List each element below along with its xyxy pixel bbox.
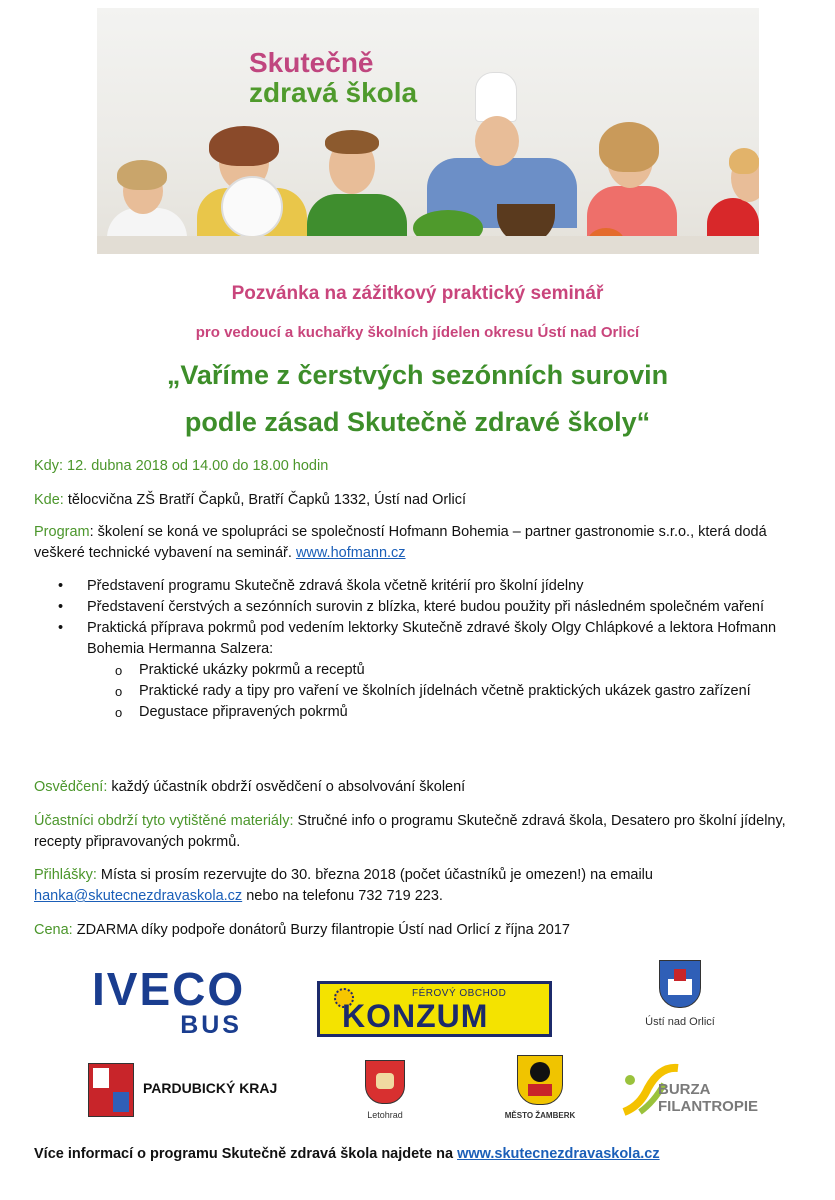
pardubicky-kraj-text: PARDUBICKÝ KRAJ — [143, 1080, 278, 1096]
footer-text: Více informací o programu Skutečně zdravá škola najdete na — [34, 1146, 458, 1162]
konzum-name: KONZUM — [342, 998, 489, 1034]
letohrad-crest-icon — [365, 1060, 405, 1104]
konzum-logo — [317, 981, 552, 1037]
iveco-bus-logo — [92, 963, 246, 1039]
pardubice-crest-icon — [88, 1063, 134, 1117]
konzum-tagline: FÉROVÝ OBCHOD — [412, 988, 507, 999]
hero-logo-line1: Skutečně — [249, 47, 374, 78]
program-item: • Představení čerstvých a sezónních surovin z blízka, které budou použity při následném společném vaření — [34, 597, 809, 618]
program-paragraph — [34, 522, 809, 564]
registration-paragraph — [34, 865, 809, 907]
registration-label: Přihlášky: — [34, 867, 97, 883]
program-sublist — [87, 660, 809, 723]
filantropie-text: FILANTROPIE — [658, 1098, 758, 1115]
when-line: Kdy: 12. dubna 2018 od 14.00 do 18.00 hodin — [34, 458, 329, 474]
where-label: Kde: — [34, 492, 64, 508]
invitation-title: Pozvánka na zážitkový praktický seminář — [231, 283, 604, 304]
materials-paragraph — [34, 811, 809, 853]
where-line — [34, 490, 809, 511]
where-text: tělocvična ZŠ Bratří Čapků, Bratří Čapků 1332, Ústí nad Orlicí — [63, 492, 466, 508]
usti-caption: Ústí nad Orlicí — [645, 1016, 715, 1028]
materials-label: Účastníci obdrží tyto vytištěné materiály: — [34, 813, 294, 829]
pardubicky-kraj-logo — [88, 1063, 288, 1118]
program-subitem: o Degustace připravených pokrmů — [87, 702, 809, 723]
iveco-logo-text: IVECO — [92, 963, 246, 1015]
footer-line — [34, 1144, 809, 1165]
registration-text: Místa si prosím rezervujte do 30. března 2018 (počet účastníků je omezen!) na emailu — [96, 867, 653, 883]
hero-table — [97, 236, 759, 254]
program-item: • Představení programu Skutečně zdravá škola včetně kritérií pro školní jídelny — [34, 576, 809, 597]
program-subitem: o Praktické ukázky pokrmů a receptů — [87, 660, 809, 681]
hofmann-link[interactable]: www.hofmann.cz — [295, 545, 406, 561]
program-item-with-subitems — [34, 618, 809, 723]
program-subitem: o Praktické rady a tipy pro vaření ve školních jídelnách včetně praktických ukázek gastro zařízení — [87, 681, 809, 702]
price-label: Cena: — [34, 922, 73, 938]
hero-logo-line2: zdravá škola — [249, 77, 418, 108]
program-text: : školení se koná ve spolupráci se společností Hofmann Bohemia – partner gastronomie s.r.o., která dodá veškeré technické vybavení na seminář. — [34, 524, 767, 561]
program-item-text: Praktická příprava pokrmů pod vedením lektorky Skutečně zdravé školy Olgy Chlápkové a lektora Hofmann Bohemia Hermanna Salzera: — [87, 620, 777, 657]
usti-crest-icon — [659, 960, 701, 1008]
letohrad-caption: Letohrad — [367, 1110, 403, 1120]
certificate-label: Osvědčení: — [34, 779, 108, 795]
burza-text: BURZA — [658, 1081, 711, 1098]
certificate-text: každý účastník obdrží osvědčení o absolvování školení — [107, 779, 466, 795]
price-text: ZDARMA díky podpoře donátorů Burzy filantropie Ústí nad Orlicí z října 2017 — [72, 922, 570, 938]
program-label: Program — [34, 524, 90, 540]
email-link[interactable]: hanka@skutecnezdravaskola.cz — [34, 888, 243, 904]
materials-text: Stručné info o programu Skutečně zdravá škola, Desatero pro školní jídelny, recepty připravovaných pokrmů. — [34, 813, 786, 850]
zamberk-caption: MĚSTO ŽAMBERK — [504, 1111, 576, 1120]
registration-text-2: nebo na telefonu 732 719 223. — [242, 888, 443, 904]
seminar-headline-line2: podle zásad Skutečně zdravé školy“ — [184, 407, 651, 437]
certificate-line — [34, 777, 809, 798]
invitation-subtitle: pro vedoucí a kuchařky školních jídelen okresu Ústí nad Orlicí — [195, 324, 640, 341]
price-line — [34, 920, 809, 941]
zamberk-crest-icon — [517, 1055, 563, 1105]
iveco-bus-text: BUS — [180, 1011, 242, 1039]
hero-banner — [97, 8, 759, 254]
website-link[interactable]: www.skutecnezdravaskola.cz — [457, 1146, 660, 1162]
burza-filantropie-logo — [620, 1062, 780, 1124]
seminar-headline-line1: „Vaříme z čerstvých sezónních surovin — [166, 360, 669, 390]
program-list — [34, 576, 809, 723]
